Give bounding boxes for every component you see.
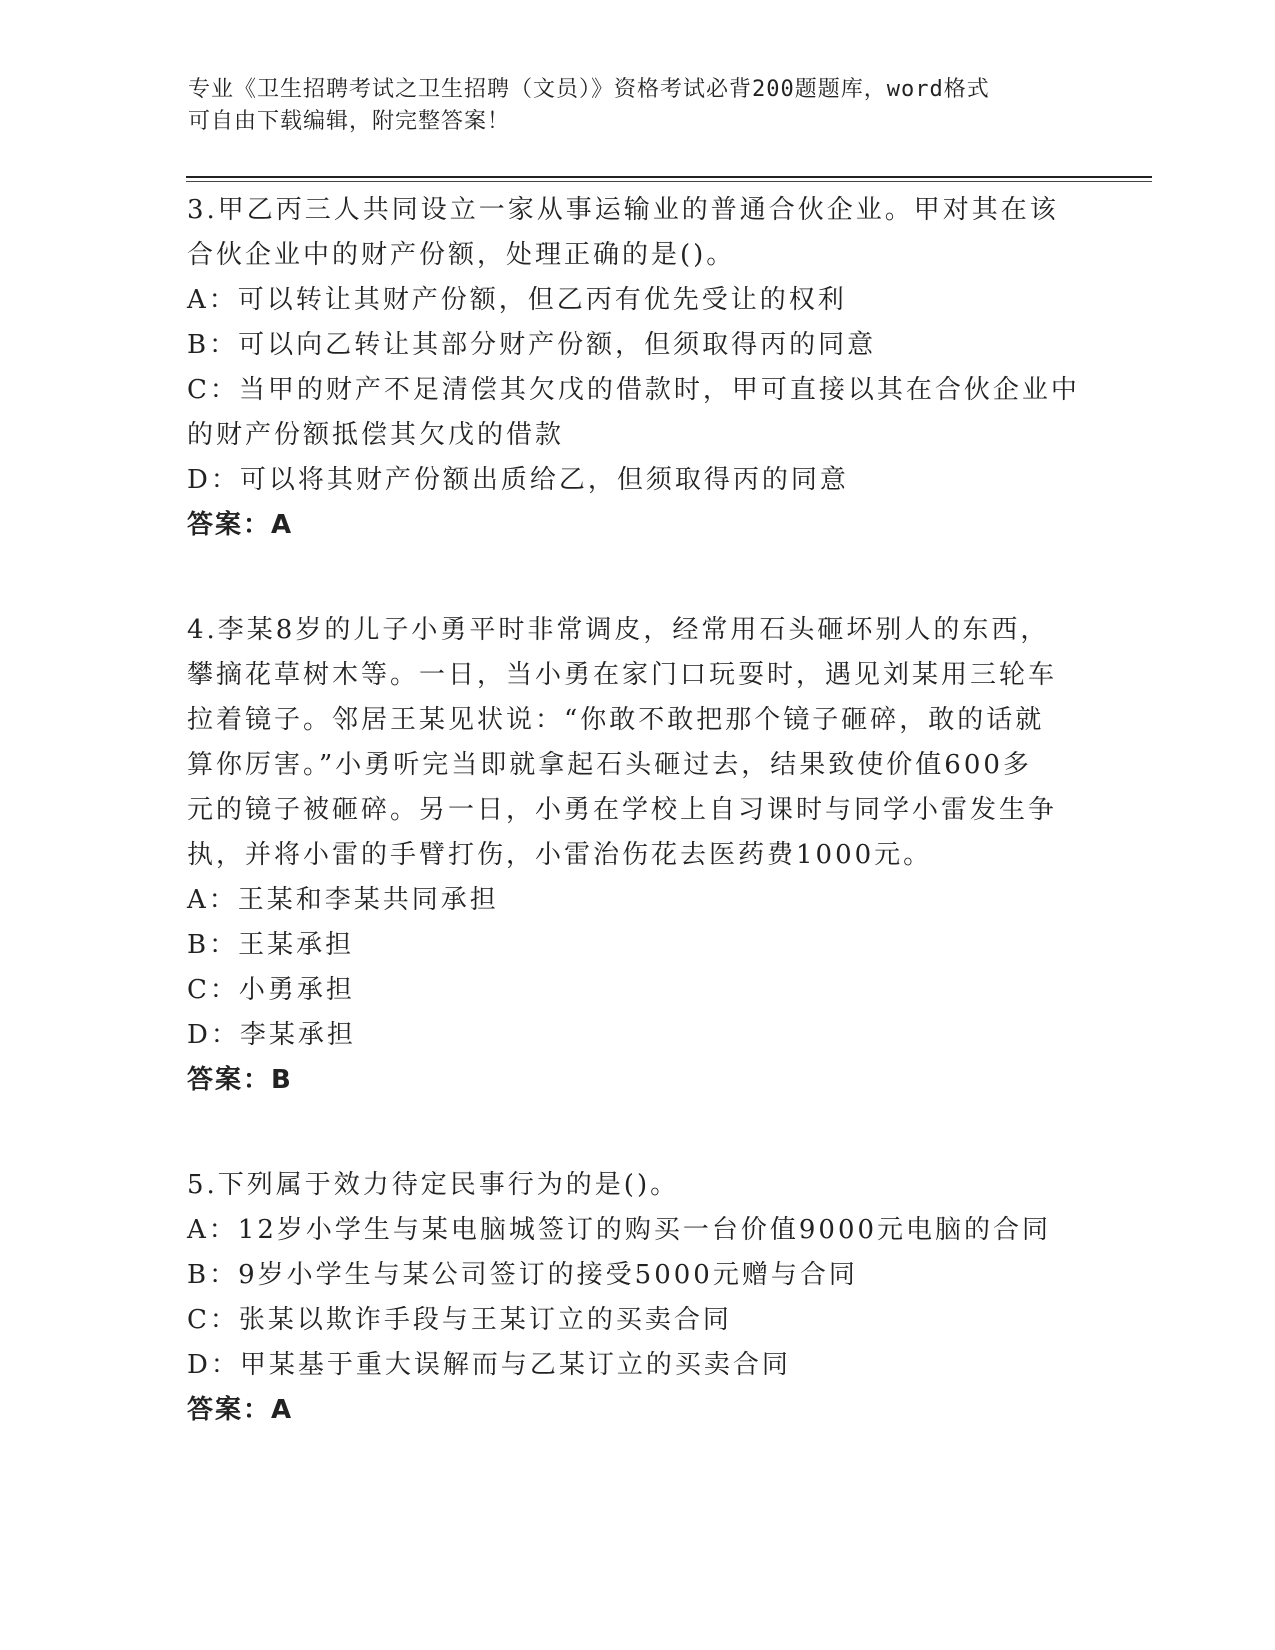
question-stem-line: 5.下列属于效力待定民事行为的是()。 [187, 1170, 680, 1200]
question-list [187, 188, 1080, 1433]
option-line: A：王某和李某共同承担 [187, 885, 499, 915]
question-stem-line: 执，并将小雷的手臂打伤，小雷治伤花去医药费1000元。 [187, 840, 933, 870]
question-block [187, 188, 1080, 548]
question-stem-line: 元的镜子被砸碎。另一日，小勇在学校上自习课时与同学小雷发生争 [187, 795, 1058, 825]
option-line: C：张某以欺诈手段与王某订立的买卖合同 [187, 1305, 732, 1335]
option-line: C：小勇承担 [187, 975, 355, 1005]
option-line: B：9岁小学生与某公司签订的接受5000元赠与合同 [187, 1260, 858, 1290]
question-stem-line: 攀摘花草树木等。一日，当小勇在家门口玩耍时，遇见刘某用三轮车 [187, 660, 1058, 690]
answer-label: 答案：B [187, 1065, 293, 1095]
question-spacer [187, 548, 1077, 608]
header-divider-thin [186, 181, 1152, 182]
option-line: B：可以向乙转让其部分财产份额，但须取得丙的同意 [187, 330, 877, 360]
option-line: 的财产份额抵偿其欠戊的借款 [187, 420, 565, 450]
question-block [187, 1163, 1077, 1433]
question-stem-line: 算你厉害。”小勇听完当即就拿起石头砸过去，结果致使价值600多 [187, 750, 1032, 780]
question-stem-line: 拉着镜子。邻居王某见状说：“你敢不敢把那个镜子砸碎，敢的话就 [187, 705, 1045, 735]
document-header [188, 74, 1068, 138]
question-block [187, 608, 1077, 1103]
option-line: D：可以将其财产份额出质给乙，但须取得丙的同意 [187, 465, 849, 495]
header-line-2: 可自由下载编辑，附完整答案！ [188, 109, 511, 134]
question-stem-line: 3.甲乙丙三人共同设立一家从事运输业的普通合伙企业。甲对其在该 [187, 195, 1059, 225]
option-line: C：当甲的财产不足清偿其欠戊的借款时，甲可直接以其在合伙企业中 [187, 375, 1080, 405]
option-line: B：王某承担 [187, 930, 355, 960]
header-line-1: 专业《卫生招聘考试之卫生招聘（文员）》资格考试必背200题题库，word格式 [188, 77, 990, 102]
question-stem-line: 合伙企业中的财产份额，处理正确的是()。 [187, 240, 736, 270]
option-line: D：李某承担 [187, 1020, 356, 1050]
option-line: D：甲某基于重大误解而与乙某订立的买卖合同 [187, 1350, 791, 1380]
header-divider-thick [186, 176, 1152, 178]
answer-label: 答案：A [187, 510, 294, 540]
option-line: A：可以转让其财产份额，但乙丙有优先受让的权利 [187, 285, 847, 315]
option-line: A：12岁小学生与某电脑城签订的购买一台价值9000元电脑的合同 [187, 1215, 1052, 1245]
question-stem-line: 4.李某8岁的儿子小勇平时非常调皮，经常用石头砸坏别人的东西， [187, 615, 1050, 645]
question-spacer [187, 1103, 1077, 1163]
answer-label: 答案：A [187, 1395, 294, 1425]
